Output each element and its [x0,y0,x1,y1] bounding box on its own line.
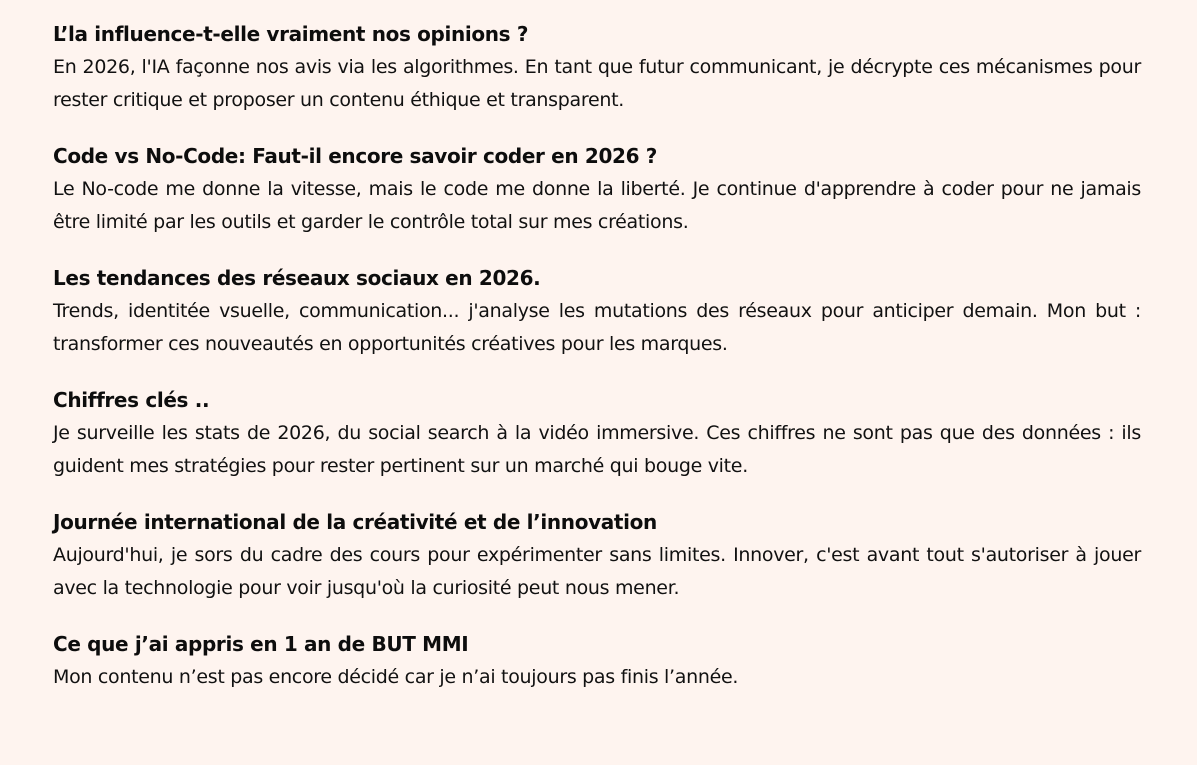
section-title: Chiffres clés .. [53,388,210,412]
section-title: Journée international de la créativité et de l’innovation [53,510,657,534]
section-body: Le No-code me donne la vitesse, mais le code me donne la liberté. Je continue d'apprendre à coder pour ne jamais être limité par les outils et garder le contrôle total sur mes créations. [53,178,1141,233]
section-but-mmi [53,628,1141,694]
section-body: Mon contenu n’est pas encore décidé car je n’ai toujours pas finis l’année. [53,666,739,688]
section-creativity-day [53,506,1141,605]
section-title: Ce que j’ai appris en 1 an de BUT MMI [53,632,469,656]
section-ia-opinions [53,18,1141,117]
section-title: Les tendances des réseaux sociaux en 2026. [53,266,541,290]
section-key-figures [53,384,1141,483]
section-body: Je surveille les stats de 2026, du social search à la vidéo immersive. Ces chiffres ne sont pas que des données : ils guident mes stratégies pour rester pertinent sur un marché qui bouge vite. [53,422,1141,477]
section-body: Aujourd'hui, je sors du cadre des cours pour expérimenter sans limites. Innover, c'est avant tout s'autoriser à jouer avec la technologie pour voir jusqu'où la curiosité peut nous mener. [53,544,1141,599]
section-title: L’la influence-t-elle vraiment nos opinions ? [53,22,529,46]
section-code-vs-nocode [53,140,1141,239]
section-title: Code vs No-Code: Faut-il encore savoir coder en 2026 ? [53,144,658,168]
section-body: En 2026, l'IA façonne nos avis via les algorithmes. En tant que futur communicant, je décrypte ces mécanismes pour rester critique et proposer un contenu éthique et transparent. [53,56,1141,111]
section-social-trends [53,262,1141,361]
section-body: Trends, identitée vsuelle, communication... j'analyse les mutations des réseaux pour anticiper demain. Mon but : transformer ces nouveautés en opportunités créatives pour les marques. [53,300,1141,355]
